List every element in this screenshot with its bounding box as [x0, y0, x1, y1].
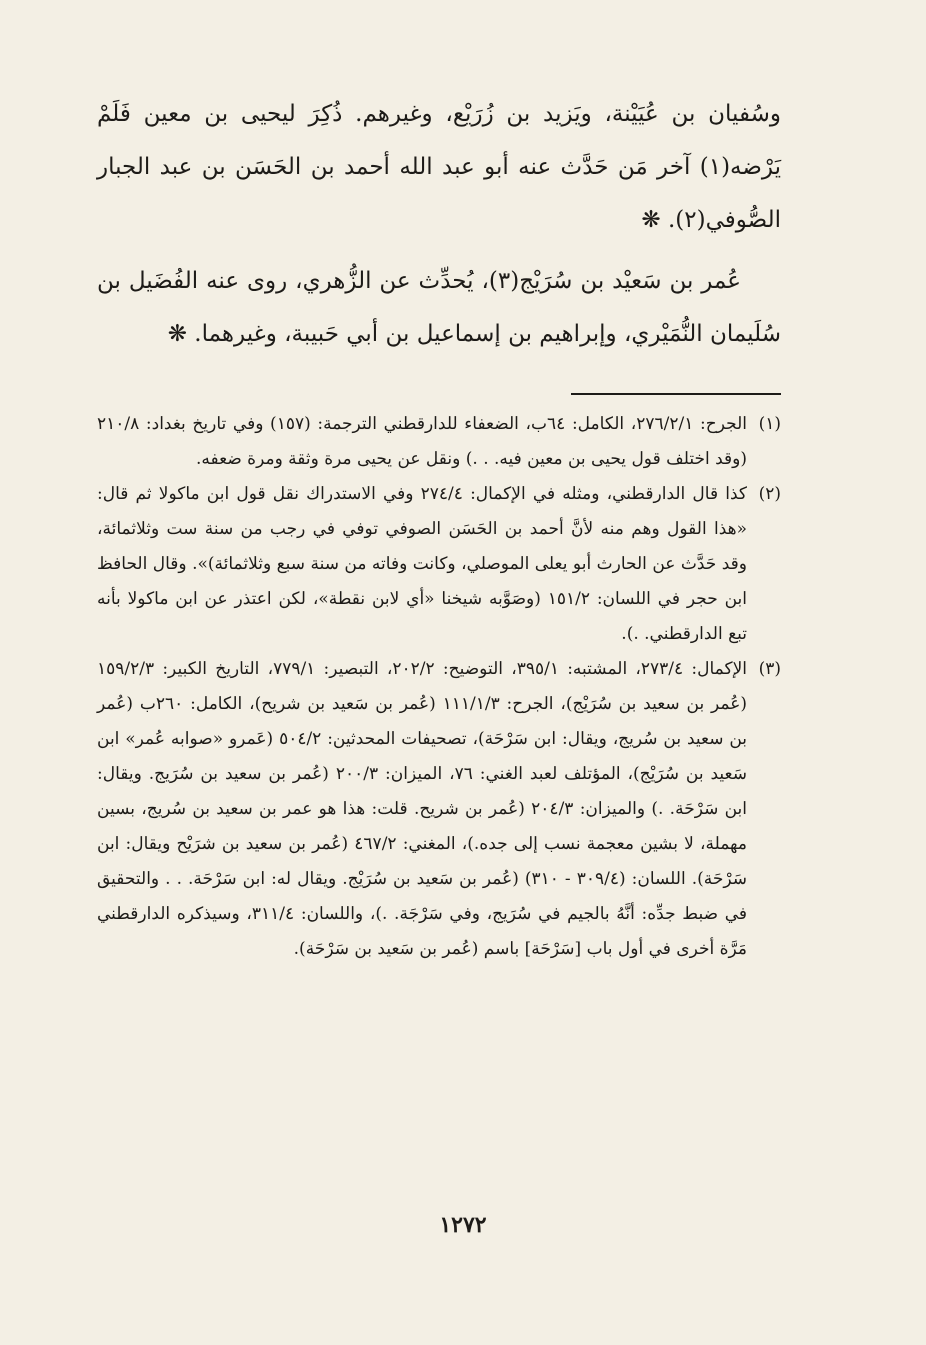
footnote-number: (٢)	[758, 484, 781, 504]
main-text	[97, 88, 781, 361]
footnote-number: (١)	[758, 414, 781, 434]
entry-paragraph: وسُفيان بن عُيَيْنة، ويَزيد بن زُرَيْع، وغيرهم. ذُكِرَ ليحيى بن معين فَلَمْ يَرْضه(١) آخر مَن حَدَّث عنه أبو عبد الله أحمد بن الحَسَن بن عبد الجبار الصُّوفي(٢). ❋	[97, 101, 781, 233]
footnote-text: الإكمال: ٢٧٣/٤، المشتبه: ٣٩٥/١، التوضيح: ٢٠٢/٢، التبصير: ٧٧٩/١، التاريخ الكبير: ١٥٩/٢/٣ (عُمر بن سعيد بن سُرَيْج)، الجرح: ١١١/١/٣ (عُمر بن سَعيد بن شريح)، الكامل: ٢٦٠ب (عُمر بن سعيد بن سُريج، ويقال: ابن سَرْحَة)، تصحيفات المحدثين: ٥٠٤/٢ (عَمرو «صوابه عُمر» ابن سَعيد بن سُرَيْج)، المؤتلف لعبد الغني: ٧٦، الميزان: ٢٠٠/٣ (عُمر بن سعيد بن سُرَيج. ويقال: ابن سَرْحَة. .) والميزان: ٢٠٤/٣ (عُمر بن شريح. قلت: هذا هو عمر بن سعيد بن سُريج، بسين مهملة، لا بشين معجمة نسب إلى جده.)، المغني: ٤٦٧/٢ (عُمر بن سعيد بن شرَيْح ويقال: ابن سَرْحَة). اللسان: (٣٠٩/٤ - ٣١٠) (عُمر بن سَعيد بن سُرَيْج. ويقال له: ابن سَرْحَة. . . والتحقيق في ضبط جدِّه: أنَّهُ بالجيم في سُرَيج، وفي سَرْجَة. .)، واللسان: ٣١١/٤، وسيذكره الدارقطني مَرَّة أخرى في أول باب [سَرْحَة] باسم (عُمر بن سَعيد بن سَرْحَة).	[97, 659, 748, 959]
footnote	[97, 477, 781, 652]
footnote-number: (٣)	[758, 659, 781, 679]
footnote-separator	[571, 393, 781, 395]
footnote	[97, 407, 781, 477]
entry-paragraph: عُمر بن سَعيْد بن سُرَيْج(٣)، يُحدِّث عن الزُّهري، روى عنه الفُضَيل بن سُلَيمان النُّمَيْري، وإبراهيم بن إسماعيل بن أبي حَبيبة، وغيرهما. ❋	[97, 268, 781, 347]
page-number: ١٢٧٢	[439, 1212, 487, 1238]
footnote-text: الجرح: ٢٧٦/٢/١، الكامل: ٦٤ب، الضعفاء للدارقطني الترجمة: (١٥٧) وفي تاريخ بغداد: ٢١٠/٨ (وقد اختلف قول يحيى بن معين فيه. . .) ونقل عن يحيى مرة وثقة ومرة ضعفه.	[97, 414, 747, 469]
footnote	[97, 652, 781, 967]
footnotes	[97, 407, 781, 967]
footnote-text: كذا قال الدارقطني، ومثله في الإكمال: ٢٧٤/٤ وفي الاستدراك نقل قول ابن ماكولا ثم قال: «هذا القول وهم منه لأنَّ أحمد بن الحَسَن الصوفي توفي في رجب من سنة ست وثلاثمائة، وقد حَدَّث عن الحارث أبو يعلى الموصلي، وكانت وفاته من سنة سبع وثلاثمائة)». وقال الحافظ ابن حجر في اللسان: ١٥١/٢ (وصَوَّبه شيخنا «أي لابن نقطة»، لكن اعتذر عن ابن ماكولا بأنه تبع الدارقطني. .).	[97, 484, 748, 644]
